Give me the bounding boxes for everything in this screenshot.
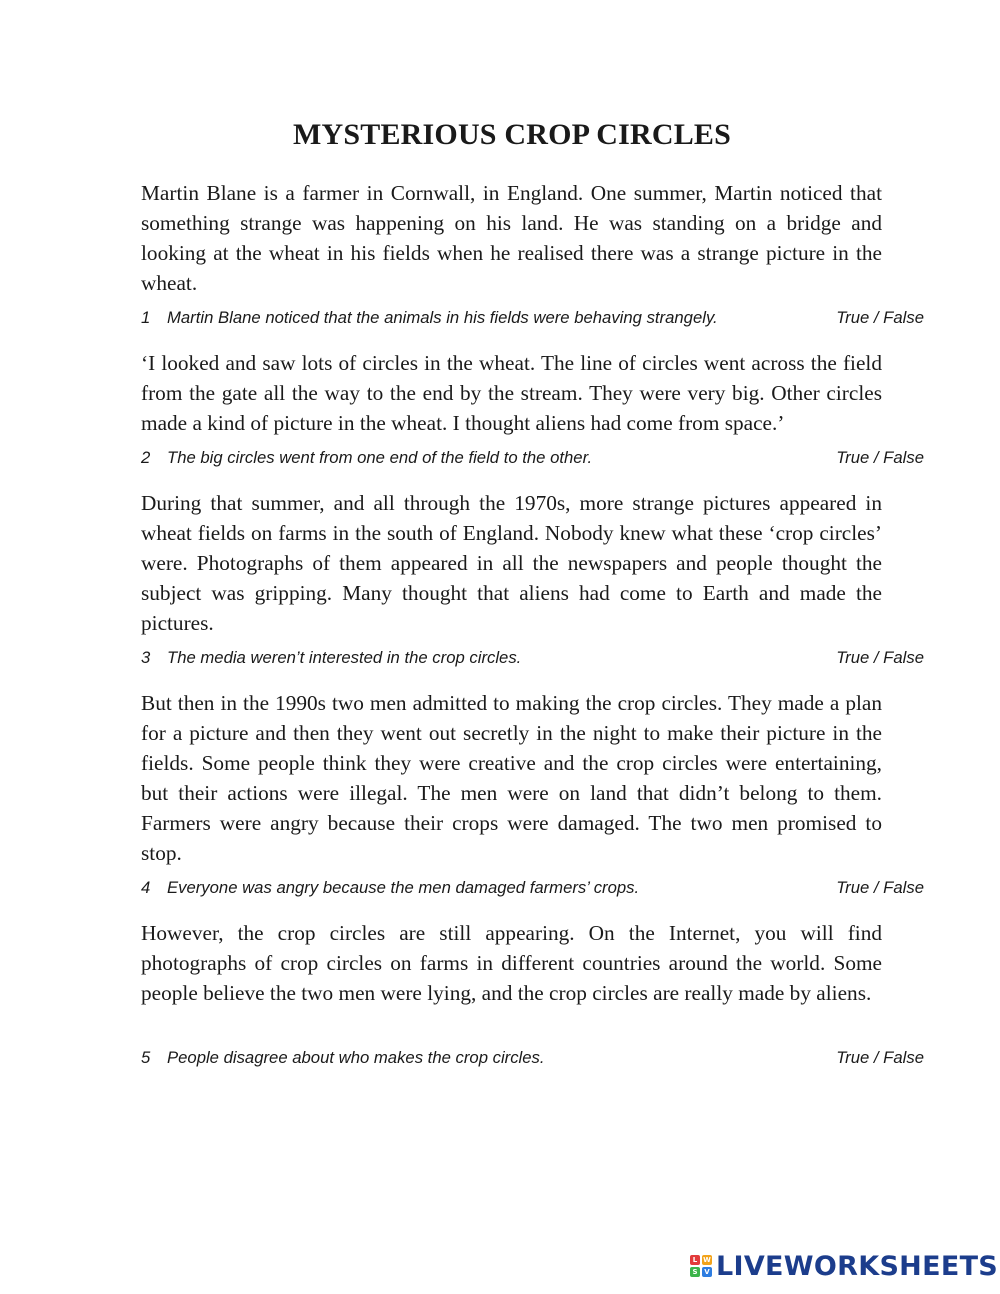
question-number: 5 (141, 1048, 151, 1067)
question-number: 1 (141, 308, 151, 327)
logo-mark-tile: W (703, 1256, 711, 1264)
logo-mark-tile: L (690, 1255, 700, 1265)
logo-mark-icon (690, 1255, 712, 1277)
paragraph-3: During that summer, and all through the 1970s, more strange pictures appeared in wheat fields on farms in the south of England. Nobody knew what these ‘crop circles’ were. Photographs of them appeared in all the newspapers and people thought the subject was gripping. Many thought that aliens had come to Earth and made the pictures. (141, 491, 882, 635)
true-false-answer[interactable]: True / False (836, 1048, 924, 1067)
liveworksheets-logo (690, 1249, 998, 1283)
question-text: The big circles went from one end of the field to the other. (167, 448, 593, 467)
logo-mark-tile: V (702, 1267, 712, 1277)
question-1 (141, 306, 924, 330)
question-text: People disagree about who makes the crop circles. (167, 1048, 545, 1067)
logo-text: LIVEWORKSHEETS (716, 1250, 999, 1282)
question-number: 4 (141, 878, 151, 897)
question-text: The media weren’t interested in the crop circles. (167, 648, 522, 667)
true-false-answer[interactable]: True / False (836, 878, 924, 897)
true-false-answer[interactable]: True / False (836, 448, 924, 467)
paragraph-4: But then in the 1990s two men admitted to making the crop circles. They made a plan for a picture and then they went out secretly in the night to make their picture in the fields. Some people think they were creative and the crop circles were entertaining, but their actions were illegal. The men were on land that didn’t belong to them. Farmers were angry because their crops were damaged. The two men promised to stop. (141, 691, 882, 865)
paragraph-1: Martin Blane is a farmer in Cornwall, in England. One summer, Martin noticed that something strange was happening on his land. He was standing on a bridge and looking at the wheat in his fields when he realised there was a strange picture in the wheat. (141, 181, 882, 295)
paragraph-5: However, the crop circles are still appearing. On the Internet, you will find photographs of crop circles on farms in different countries around the world. Some people believe the two men were lying, and the crop circles are really made by aliens. (141, 921, 882, 1005)
true-false-answer[interactable]: True / False (836, 308, 924, 327)
true-false-answer[interactable]: True / False (836, 648, 924, 667)
question-text: Everyone was angry because the men damaged farmers’ crops. (167, 878, 640, 897)
question-5 (141, 1046, 924, 1070)
question-2 (141, 446, 924, 470)
question-3 (141, 646, 924, 670)
question-text: Martin Blane noticed that the animals in his fields were behaving strangely. (167, 308, 718, 327)
logo-mark-tile: S (690, 1267, 700, 1277)
question-4 (141, 876, 924, 900)
question-number: 2 (141, 448, 151, 467)
paragraph-2: ‘I looked and saw lots of circles in the wheat. The line of circles went across the field from the gate all the way to the end by the stream. They were very big. Other circles made a kind of picture in the wheat. I thought aliens had come from space.’ (141, 351, 882, 435)
question-number: 3 (141, 648, 151, 667)
worksheet-title: MYSTERIOUS CROP CIRCLES (292, 118, 732, 151)
